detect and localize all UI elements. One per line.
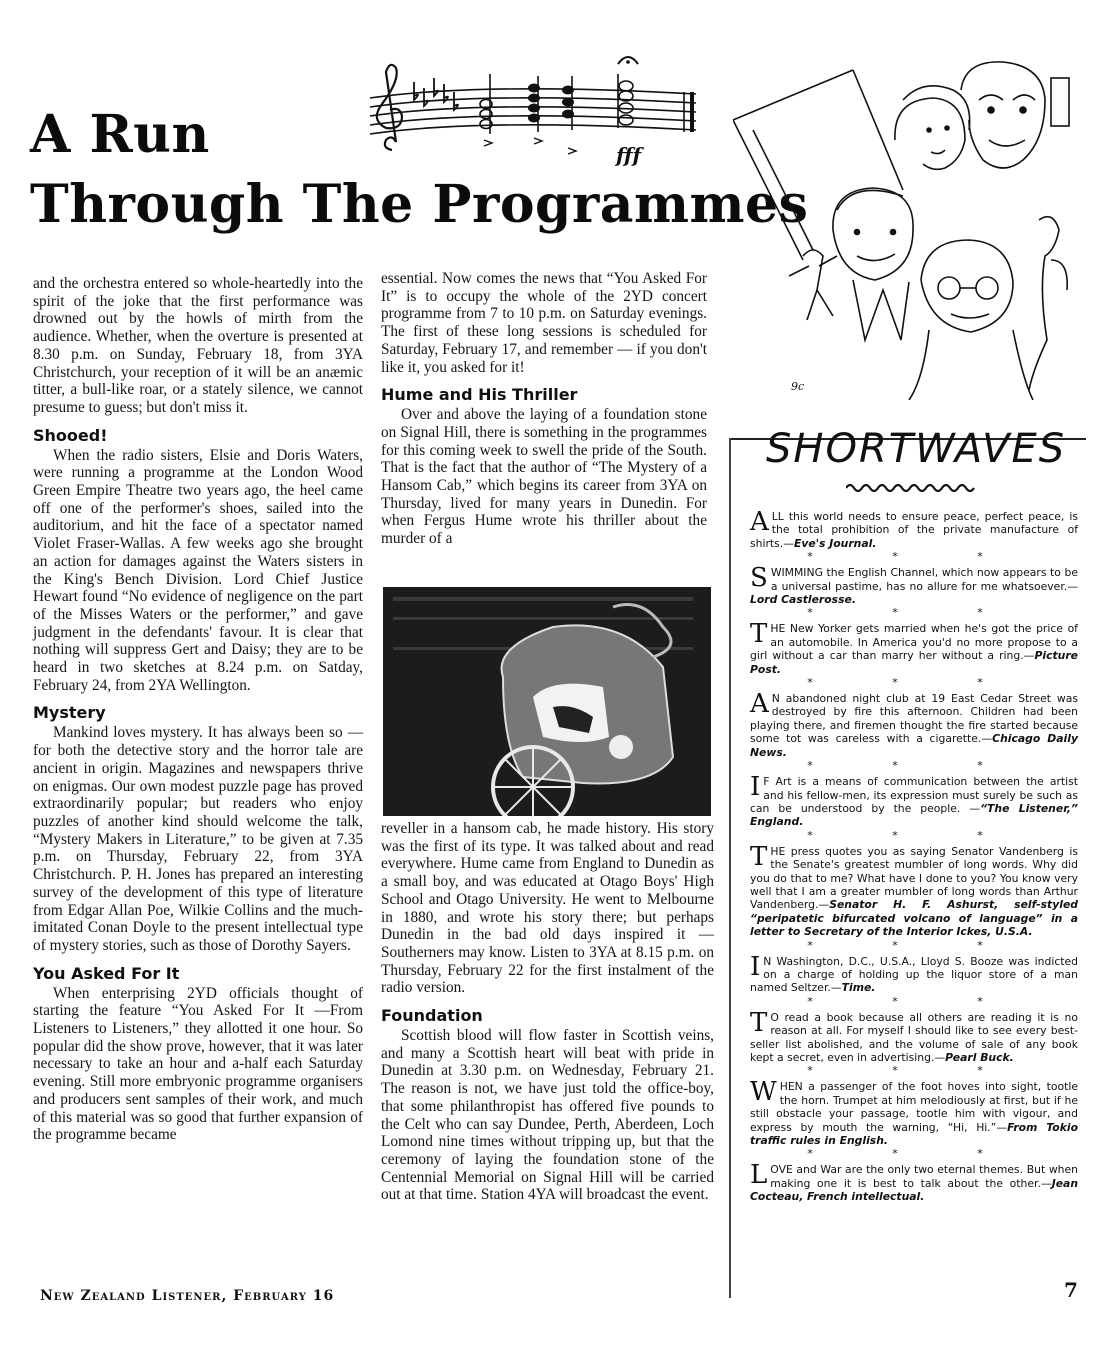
separator-stars: * * * [807, 606, 1021, 620]
shortwaves-body [750, 507, 1078, 1204]
separator-stars: * * * [807, 550, 1021, 564]
page-title-line-2: Through The Programmes [30, 174, 809, 235]
shortwave-text: HE New Yorker gets married when he's got the price of an automobile. In America you'd no more propose to a girl without a car than marry her without a ring.— [750, 622, 1078, 663]
shortwaves-title: SHORTWAVES [766, 426, 1067, 472]
shortwave-source: Eve's Journal. [794, 536, 877, 550]
drop-cap: T [750, 1007, 768, 1038]
drop-cap: S [750, 563, 768, 594]
paragraph-hume: Over and above the laying of a foundation stone on Signal Hill, there is something in the programmes for this coming week to swell the pride of the South. That is the fact that the author of “The Mystery of a Hansom Cab,” which begins its career from 3YA on Thursday, lived for many years in Dunedin. For when Fergus Hume wrote his thriller about the murder of a [381, 406, 707, 548]
wave-ornament [846, 482, 976, 492]
heading-shooed: Shooed! [33, 425, 108, 445]
heading-foundation: Foundation [381, 1006, 483, 1026]
page-number: 7 [1064, 1278, 1078, 1302]
paragraph-foundation: Scottish blood will flow faster in Scottish veins, and many a Scottish heart will beat with pride in Dunedin at 3.30 p.m. on Wednesday, February 21. The reason is not, we have just told the office-boy, that some philanthropist has offered five pounds to the Celt who can say Dundee, Perth, Aberdeen, Loch Lomond nine times without tripping up, but that the ceremony of laying the foundation stone of the Centennial Memorial on Signal Hill will be carried out at that time. Station 4YA will broadcast the event. [381, 1027, 714, 1204]
drop-cap: T [750, 619, 768, 650]
shortwave-text: HEN a passenger of the foot hoves into sight, tootle the horn. Trumpet at him melodiously at first, but if he still obstacle your passage, tootle him with vigour, and express by mouth the warning, “Hi, Hi.”— [750, 1080, 1078, 1134]
shortwave-source: “The Listener,” England. [750, 801, 1078, 829]
hansom-cab-photo [383, 587, 711, 816]
artist-signature: 9c [791, 380, 805, 393]
shortwave-text: LL this world needs to ensure peace, perfect peace, is the total prohibition of the private manufacture of shirts.— [750, 510, 1078, 550]
shortwave-item [750, 841, 1078, 939]
drop-cap: I [750, 951, 761, 982]
separator-stars: * * * [807, 938, 1021, 952]
music-staff-illustration [362, 52, 707, 172]
heading-hume-thriller: Hume and His Thriller [381, 385, 578, 405]
shortwave-item [750, 1077, 1078, 1148]
shortwave-item [750, 772, 1078, 829]
paragraph-shooed: When the radio sisters, Elsie and Doris Waters, were running a programme at the London Wood Green Empire Theatre two years ago, the heel came off one of the performer's shoes, sailed into the auditorium, and hit the face of a spectator named Violet Fraser-Wallas. A few weeks ago she brought an action for damages against the Waters sisters in the King's Bench Division. Lord Chief Justice Hewart found “No evidence of negligence on the part of the Misses Waters or the performer,” and gave judgment in the defendants' favour. It is clear that nothing will suppress Gert and Daisy; they are to be heard in two sketches at 8.24 p.m. on Satday, February 24, from 2YA Wellington. [33, 446, 363, 694]
separator-stars: * * * [807, 676, 1021, 690]
shortwave-source: Senator H. F. Ashurst, self-styled “peripatetic bifurcated volcano of language” in a letter to Secretary of the Interior Ickes, U.S.A. [750, 898, 1078, 939]
shortwave-text: WIMMING the English Channel, which now appears to be a universal pastime, has no allure for me whatsoever.— [770, 566, 1078, 593]
dynamic-marking: fff [616, 143, 642, 167]
footer-publication: New Zealand Listener, February 16 [40, 1288, 335, 1304]
shortwave-item [750, 689, 1078, 759]
shortwave-item [750, 951, 1078, 995]
paragraph-overture: and the orchestra entered so whole-heartedly into the spirit of the joke that the first performance was drowned out by the howls of mirth from the audience. Whether, when the overture is presented at 8.30 p.m. on Sunday, February 18, from 3YA Christchurch, your reception of it will be an anæmic titter, a bull-like roar, or a stately silence, we cannot presume to guess; but don't miss it. [33, 275, 363, 416]
article-column-2-top [381, 270, 707, 548]
shortwaves-left-rule [729, 438, 731, 1298]
article-column-2-bottom [381, 820, 714, 1204]
shortwave-source: Time. [841, 981, 876, 995]
shortwave-item [750, 619, 1078, 676]
shortwave-item [750, 507, 1078, 550]
shortwave-text: N Washington, D.C., U.S.A., Lloyd S. Booze was indicted on a charge of holding up the liquor store of a man named Seltzer.— [750, 954, 1078, 995]
separator-stars: * * * [807, 994, 1021, 1008]
shortwave-source: Pearl Buck. [945, 1051, 1014, 1064]
paragraph-hume-continued: reveller in a hansom cab, he made history. His story was the first of its type. It was talked about and read everywhere. Hume came from England to Dunedin as a small boy, and was educated at Otago Boys' High School and Otago University. He went to Melbourne in 1880, and wrote his story there; but perhaps Dunedin in the bad old days inspired it — Southerners may know. Listen to 3YA at 8.15 p.m. on Thursday, February 22 for the first instalment of the radio version. [381, 820, 714, 997]
shortwave-item [750, 563, 1078, 607]
shortwave-text: O read a book because all others are reading it is no reason at all. For myself I should like to see every best-seller list abolished, and the volume of sale of any book kept a secret, even in advertising.— [750, 1010, 1078, 1064]
shortwave-item [750, 1160, 1078, 1204]
paragraph-essential: essential. Now comes the news that “You Asked For It” is to occupy the whole of the 2YD concert programme from 7 to 10 p.m. on Saturday evenings. The first of these long sessions is scheduled for Saturday, February 17, and remember — if you don't like it, you asked for it! [381, 270, 707, 376]
drop-cap: L [750, 1160, 768, 1191]
separator-stars: * * * [807, 1147, 1021, 1161]
heading-you-asked-for-it: You Asked For It [33, 963, 180, 983]
shortwave-source: From Tokio traffic rules in English. [750, 1120, 1078, 1148]
shortwave-source: Lord Castlerosse. [750, 593, 856, 607]
separator-stars: * * * [807, 1064, 1021, 1078]
shortwave-source: Chicago Daily News. [750, 732, 1078, 759]
drop-cap: T [750, 841, 768, 872]
shortwave-text: OVE and War are the only two eternal themes. But when making one it is best to talk about the other.— [770, 1163, 1078, 1190]
shortwave-source: Picture Post. [750, 649, 1078, 676]
heading-mystery: Mystery [33, 703, 106, 723]
page-title-line-1: A Run [30, 104, 210, 165]
article-column-1 [33, 275, 363, 1144]
drop-cap: A [750, 689, 769, 720]
shortwave-text: HE press quotes you as saying Senator Vandenberg is the Senate's greatest mumbler of long words. Why did you do that to me? What have I done to you? You know very well that I am a greater mumbler of long words than Arthur Vandenberg.— [750, 844, 1078, 912]
paragraph-you-asked-for-it: When enterprising 2YD officials thought of starting the feature “You Asked For It —From Listeners to Listeners,” they allotted it one hour. So popular did the show prove, however, that it was later necessary to take an hour and a-half each Saturday evening. Still more embryonic programme organisers and producers sent samples of their work, and much of this material was so good that further expansion of the programme became [33, 984, 363, 1144]
shortwave-source: Jean Cocteau, French intellectual. [750, 1176, 1078, 1204]
drop-cap: A [750, 507, 769, 537]
shortwave-text: N abandoned night club at 19 East Cedar Street was destroyed by fire this afternoon. Children had been playing there, and firemen thought the fire started because some tot was careless with a cigarette.— [750, 692, 1078, 746]
drop-cap: W [750, 1077, 777, 1108]
caricature-illustration [733, 60, 1083, 400]
drop-cap: I [750, 772, 761, 803]
separator-stars: * * * [807, 828, 1021, 842]
separator-stars: * * * [807, 759, 1021, 773]
shortwave-item [750, 1007, 1078, 1065]
shortwave-text: F Art is a means of communication between the artist and his fellow-men, its expression must surely be such as can be understood by the people. — [750, 775, 1078, 815]
paragraph-mystery: Mankind loves mystery. It has always been so — for both the detective story and the horror tale are ancient in origin. Magazines and newspapers thrive on enigmas. Our own modest puzzle page has proved extraordinarily popular; but readers who enjoy puzzles of another kind should welcome the talk, “Mystery Makers in Literature,” to be given at 7.35 p.m. on Thursday, February 22, from 3YA Christchurch. P. H. Jones has prepared an interesting survey of the development of this type of literature from Edgar Allan Poe, Wilkie Collins and the much-imitated Conan Doyle to the present intellectual type of mystery stories, such as those of Dorothy Sayers. [33, 724, 363, 954]
